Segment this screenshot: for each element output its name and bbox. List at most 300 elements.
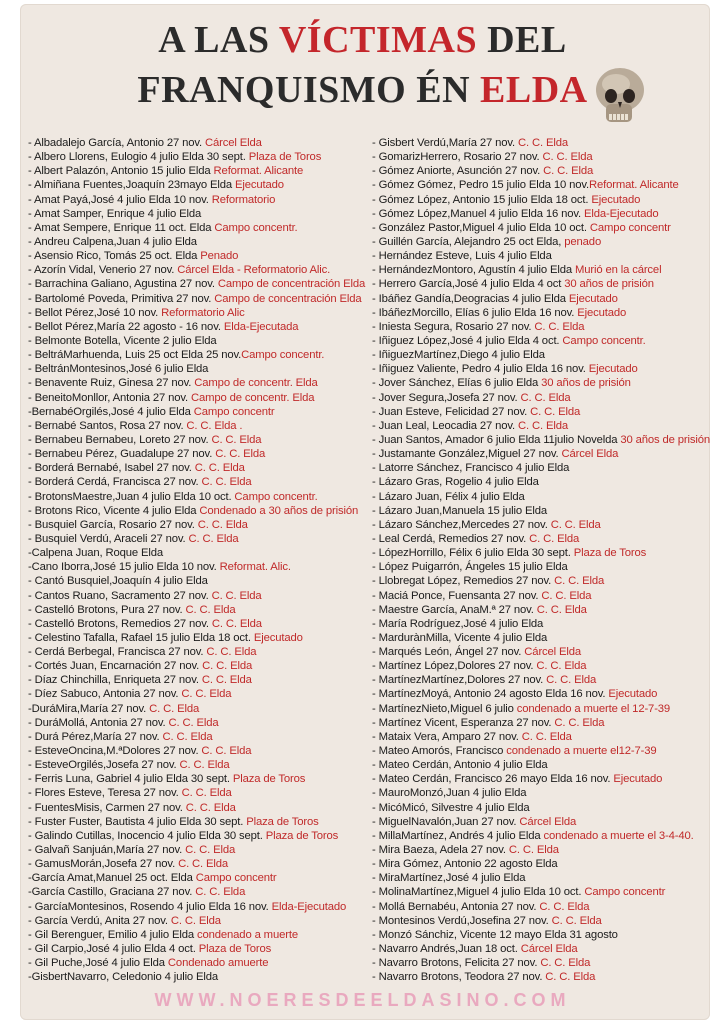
list-item: [372, 730, 710, 744]
victim-details: - MauroMonzó,Juan 4 julio Elda: [372, 787, 527, 800]
victim-fate: C. C. Elda: [536, 603, 587, 616]
victim-details: - González Pastor,Miguel 4 julio Elda 10 oct.: [372, 221, 590, 234]
victim-fate: C. C. Elda: [540, 957, 591, 970]
list-item: [28, 815, 368, 829]
victim-details: - IñiguezMartínez,Diego 4 julio Elda: [372, 349, 545, 362]
list-item: [28, 164, 368, 178]
list-item: [372, 956, 710, 970]
victim-details: - Cantos Ruano, Sacramento 27 nov.: [28, 589, 212, 602]
list-item: [372, 249, 710, 263]
list-item: [372, 617, 710, 631]
victim-fate: Campo concentr: [195, 872, 277, 885]
victim-fate: C. C. Elda: [170, 914, 221, 927]
victim-fate: Ejecutado: [568, 292, 618, 305]
victim-fate: Ejecutado: [253, 631, 303, 644]
victim-fate: penado: [564, 235, 602, 248]
list-item: [372, 362, 710, 376]
victims-list-right: [372, 136, 710, 984]
victim-fate: C. C. Elda: [541, 589, 592, 602]
list-item: [372, 871, 710, 885]
list-item: [372, 150, 710, 164]
victim-details: - Jover Sánchez, Elías 6 julio Elda: [372, 377, 542, 390]
victim-details: - Jover Segura,Josefa 27 nov.: [372, 391, 521, 404]
victim-details: - Lázaro Juan,Manuela 15 julio Elda: [372, 504, 547, 517]
victim-fate: Plaza de Toros: [246, 815, 319, 828]
list-item: [28, 673, 368, 687]
title-highlight: ELDA: [480, 69, 588, 111]
victim-fate: condenado a muerte el 12-7-39: [516, 702, 671, 715]
victim-details: - Galvañ Sanjuán,María 27 nov.: [28, 844, 186, 857]
victim-details: - MartínezMoyá, Antonio 24 agosto Elda 16 nov.: [372, 688, 609, 701]
list-item: [372, 292, 710, 306]
victim-fate: C. C. Elda: [185, 844, 236, 857]
list-item: [28, 306, 368, 320]
victim-details: - Lázaro Sánchez,Mercedes 27 nov.: [372, 518, 551, 531]
victim-details: -García Castillo, Graciana 27 nov.: [28, 886, 196, 899]
list-item: [372, 560, 710, 574]
list-item: [28, 560, 368, 574]
victim-fate: C. C. Elda: [185, 801, 236, 814]
list-item: [372, 178, 710, 192]
victim-fate: C. C. Elda: [168, 716, 219, 729]
list-item: [372, 900, 710, 914]
list-item: [28, 956, 368, 970]
victim-fate: C. C. Elda: [194, 462, 245, 475]
victim-fate: Reformatorio: [211, 193, 276, 206]
victim-fate: Campo de concentración Elda: [214, 292, 362, 305]
list-item: [28, 574, 368, 588]
victim-details: - EsteveOncina,M.ªDolores 27 nov.: [28, 745, 202, 758]
list-item: [28, 235, 368, 249]
list-item: [28, 829, 368, 843]
victim-fate: Campo concentr: [584, 886, 666, 899]
list-item: [372, 659, 710, 673]
list-item: [372, 532, 710, 546]
victim-fate: C. C. Elda: [520, 391, 571, 404]
victim-fate: Condenado amuerte: [167, 957, 269, 970]
victim-fate: C. C. Elda: [211, 433, 262, 446]
list-item: [28, 857, 368, 871]
list-item: [372, 164, 710, 178]
list-item: [28, 631, 368, 645]
list-item: [372, 603, 710, 617]
victim-details: - Latorre Sánchez, Francisco 4 julio Elda: [372, 462, 570, 475]
victim-details: - Bartolomé Poveda, Primitiva 27 nov.: [28, 292, 215, 305]
victim-details: -GisbertNavarro, Celedonio 4 julio Elda: [28, 971, 219, 984]
list-item: [28, 277, 368, 291]
victim-fate: Reformatorio Alic: [161, 306, 245, 319]
list-item: [372, 589, 710, 603]
victim-fate: 30 años de prisión: [620, 433, 710, 446]
victim-fate: C. C. Elda: [215, 448, 266, 461]
list-item: [28, 249, 368, 263]
victim-fate: Campo concentr: [193, 405, 275, 418]
victim-details: - IbáñezMorcillo, Elías 6 julio Elda 16 nov.: [372, 306, 578, 319]
victim-details: - EsteveOrgilés,Josefa 27 nov.: [28, 759, 180, 772]
victim-details: -BernabéOrgilés,José 4 julio Elda: [28, 405, 194, 418]
victim-details: - Lázaro Gras, Rogelio 4 julio Elda: [372, 476, 539, 489]
list-item: [28, 292, 368, 306]
victim-fate: C. C. Elda: [201, 674, 252, 687]
victim-details: - MiguelNavalón,Juan 27 nov.: [372, 815, 520, 828]
victim-details: - MolinaMartínez,Miguel 4 julio Elda 10 oct.: [372, 886, 585, 899]
victim-fate: Plaza de Toros: [573, 547, 647, 560]
victim-details: - GomarizHerrero, Rosario 27 nov.: [372, 151, 543, 164]
victim-fate: C. C. Elda: [181, 688, 232, 701]
list-item: [28, 178, 368, 192]
list-item: [28, 150, 368, 164]
victim-details: - Mollá Bernabéu, Antonia 27 nov.: [372, 900, 540, 913]
list-item: [372, 306, 710, 320]
list-item: [372, 136, 710, 150]
victim-details: - Bernabé Santos, Rosa 27 nov.: [28, 419, 187, 432]
title-highlight: VÍCTIMAS: [278, 19, 478, 61]
list-item: [28, 136, 368, 150]
list-item: [372, 504, 710, 518]
victim-details: - Gil Berenguer, Emilio 4 julio Elda: [28, 928, 198, 941]
victim-details: - Iniesta Segura, Rosario 27 nov.: [372, 320, 535, 333]
list-item: [28, 475, 368, 489]
victim-fate: Reformat. Alicante: [213, 165, 304, 178]
victim-details: - Mateo Cerdán, Francisco 26 mayo Elda 16 nov.: [372, 773, 614, 786]
list-item: [372, 419, 710, 433]
list-item: [372, 843, 710, 857]
victim-details: - Busquiel García, Rosario 27 nov.: [28, 518, 198, 531]
list-item: [372, 574, 710, 588]
victim-details: - Gisbert Verdú,María 27 nov.: [372, 137, 518, 149]
list-item: [372, 263, 710, 277]
victim-details: - Díez Sabuco, Antonia 27 nov.: [28, 688, 182, 701]
website-footer: WWW.NOERESDEELDASINO.COM: [154, 990, 571, 1010]
victim-details: - BeneitoMonllor, Antonia 27 nov.: [28, 391, 191, 404]
victim-details: - Ferris Luna, Gabriel 4 julio Elda 30 sept.: [28, 773, 233, 786]
victim-details: - Gil Carpio,José 4 julio Elda 4 oct.: [28, 943, 199, 956]
victim-details: - Castelló Brotons, Remedios 27 nov.: [28, 617, 212, 630]
list-item: [372, 461, 710, 475]
list-item: [28, 885, 368, 899]
list-item: [28, 772, 368, 786]
victim-fate: C. C. Elda: [211, 589, 262, 602]
victim-details: - Bellot Pérez,José 10 nov.: [28, 306, 162, 319]
victim-fate: C. C. Elda: [202, 660, 253, 673]
victim-fate: Ejecutado: [235, 179, 284, 192]
list-item: [28, 207, 368, 221]
list-item: [28, 928, 368, 942]
victim-fate: Reformat. Alicante: [589, 179, 679, 192]
list-item: [28, 490, 368, 504]
title-part: FRANQUISMO ÉN: [137, 69, 481, 111]
list-item: [28, 843, 368, 857]
list-item: [28, 391, 368, 405]
victim-fate: C. C. Elda: [551, 914, 602, 927]
list-item: [28, 786, 368, 800]
list-item: [372, 758, 710, 772]
victim-details: - Lázaro Juan, Félix 4 julio Elda: [372, 490, 525, 503]
victim-details: - LópezHorrillo, Félix 6 julio Elda 30 sept.: [372, 547, 574, 560]
victim-fate: Reformat. Alic.: [219, 561, 291, 574]
victim-details: - Brotons Rico, Vicente 4 julio Elda: [28, 504, 200, 517]
victim-details: - Asensio Rico, Tomás 25 oct. Elda: [28, 250, 201, 263]
list-item: [372, 885, 710, 899]
victim-details: - Durá Pérez,María 27 nov.: [28, 730, 163, 743]
victim-fate: Ejecutado: [608, 688, 658, 701]
victim-fate: Plaza de Toros: [265, 829, 339, 842]
victim-details: - Cerdá Berbegal, Francisca 27 nov.: [28, 646, 207, 659]
list-item: [28, 419, 368, 433]
victim-details: -Calpena Juan, Roque Elda: [28, 547, 164, 560]
victim-details: - Mira Baeza, Adela 27 nov.: [372, 844, 509, 857]
list-item: [28, 871, 368, 885]
victim-details: - Justamante González,Miguel 27 nov.: [372, 448, 562, 461]
victims-list-left: [28, 136, 368, 984]
list-item: [372, 702, 710, 716]
list-item: [28, 900, 368, 914]
victim-details: - Mateo Cerdán, Antonio 4 julio Elda: [372, 759, 548, 772]
list-item: [28, 348, 368, 362]
victim-details: - Bellot Pérez,María 22 agosto - 16 nov.: [28, 320, 224, 333]
victim-fate: Campo concentr.: [214, 221, 298, 234]
list-item: [372, 490, 710, 504]
victim-fate: Murió en la cárcel: [574, 264, 662, 277]
victim-fate: C. C. Elda: [529, 532, 580, 545]
list-item: [372, 801, 710, 815]
victim-fate: Ejecutado: [588, 363, 638, 376]
victim-details: - Iñiguez López,José 4 julio Elda 4 oct.: [372, 334, 563, 347]
victim-details: - Castelló Brotons, Pura 27 nov.: [28, 603, 186, 616]
victim-details: - Gómez Aniorte, Asunción 27 nov.: [372, 165, 544, 178]
victim-fate: C. C. Elda: [178, 858, 229, 871]
victim-fate: C. C. Elda: [554, 716, 605, 729]
victim-fate: Plaza de Toros: [232, 773, 306, 786]
list-item: [28, 687, 368, 701]
victim-fate: Campo concentr.: [562, 334, 646, 347]
victim-details: - Guillén García, Alejandro 25 oct Elda,: [372, 235, 565, 248]
victim-details: - Herrero García,José 4 julio Elda 4 oct: [372, 278, 565, 291]
list-item: [372, 914, 710, 928]
victim-fate: Condenado a 30 años de prisión: [199, 504, 359, 517]
list-item: [28, 532, 368, 546]
list-item: [28, 221, 368, 235]
list-item: [28, 730, 368, 744]
victim-details: - Iñiguez Valiente, Pedro 4 julio Elda 16 nov.: [372, 363, 589, 376]
victim-fate: condenado a muerte: [197, 928, 298, 941]
title-part: DEL: [477, 19, 567, 61]
victim-details: - FuentesMisis, Carmen 27 nov.: [28, 801, 186, 814]
list-item: [372, 447, 710, 461]
victim-details: - Maestre García, AnaM.ª 27 nov.: [372, 603, 537, 616]
victim-details: - GamusMorán,Josefa 27 nov.: [28, 858, 179, 871]
victim-details: - Albert Palazón, Antonio 15 julio Elda: [28, 165, 214, 178]
victim-fate: Cárcel Elda: [561, 448, 619, 461]
list-item: [372, 391, 710, 405]
victim-details: - Flores Esteve, Teresa 27 nov.: [28, 787, 182, 800]
victim-details: - Belmonte Botella, Vicente 2 julio Elda: [28, 334, 217, 347]
victim-details: - Montesinos Verdú,Josefina 27 nov.: [372, 914, 552, 927]
title-part: A LAS: [158, 19, 279, 61]
list-item: [372, 772, 710, 786]
victim-details: -García Amat,Manuel 25 oct. Elda: [28, 872, 196, 885]
victim-fate: 30 años de prisión: [541, 377, 631, 390]
victim-details: - Gómez López,Manuel 4 julio Elda 16 nov.: [372, 207, 585, 220]
list-item: [372, 928, 710, 942]
victim-details: - Amat Sempere, Enrique 11 oct. Elda: [28, 221, 215, 234]
list-item: [28, 504, 368, 518]
victim-fate: Elda-Ejecutado: [271, 900, 347, 913]
victim-details: - Fuster Fuster, Bautista 4 julio Elda 30 sept.: [28, 815, 247, 828]
victim-details: - Gómez Gómez, Pedro 15 julio Elda 10 nov.: [372, 179, 590, 192]
list-item: [372, 857, 710, 871]
list-item: [28, 801, 368, 815]
victim-details: - Juan Esteve, Felicidad 27 nov.: [372, 405, 531, 418]
victim-fate: C. C. Elda: [550, 518, 601, 531]
list-item: [372, 207, 710, 221]
list-item: [372, 235, 710, 249]
victim-fate: Campo de concentr. Elda: [191, 391, 315, 404]
victim-fate: Cárcel Elda: [524, 646, 582, 659]
victim-details: - Azorín Vidal, Venerio 27 nov.: [28, 264, 178, 277]
list-item: [372, 673, 710, 687]
victim-details: - Cortés Juan, Encarnación 27 nov.: [28, 660, 203, 673]
victim-fate: C. C. Elda: [201, 745, 252, 758]
list-item: [28, 362, 368, 376]
victim-details: - MartínezMartínez,Dolores 27 nov.: [372, 674, 547, 687]
list-item: [372, 970, 710, 984]
victim-fate: Campo de concentr. Elda: [194, 377, 318, 390]
victim-details: - Mateo Amorós, Francisco: [372, 745, 507, 758]
victim-details: - DuráMollá, Antonia 27 nov.: [28, 716, 169, 729]
victim-fate: C. C. Elda: [536, 660, 587, 673]
victim-details: - Galindo Cutillas, Inocencio 4 julio Elda 30 sept.: [28, 829, 266, 842]
victim-details: - Bernabeu Pérez, Guadalupe 27 nov.: [28, 448, 216, 461]
victim-fate: C. C. Elda: [162, 730, 213, 743]
victim-details: - Barrachina Galiano, Agustina 27 nov.: [28, 278, 218, 291]
victim-details: -Cano Iborra,José 15 julio Elda 10 nov.: [28, 561, 220, 574]
victim-details: - MicóMicó, Silvestre 4 julio Elda: [372, 801, 530, 814]
victim-details: - MartínezNieto,Miguel 6 julio: [372, 702, 517, 715]
victim-details: - BrotonsMaestre,Juan 4 julio Elda 10 oct.: [28, 490, 235, 503]
victim-fate: Cárcel Elda - Reformatorio Alic.: [177, 264, 331, 277]
victim-fate: Plaza de Toros: [248, 151, 322, 164]
victim-details: - García Verdú, Anita 27 nov.: [28, 914, 171, 927]
list-item: [28, 193, 368, 207]
list-item: [372, 405, 710, 419]
victim-fate: Elda-Ejecutada: [223, 320, 299, 333]
list-item: [372, 376, 710, 390]
victim-fate: C. C. Elda: [185, 603, 236, 616]
list-item: [28, 589, 368, 603]
victim-fate: Cárcel Elda: [519, 815, 577, 828]
victim-fate: C. C. Elda: [211, 617, 262, 630]
victim-details: - BeltráMarhuenda, Luis 25 oct Elda 25 nov.: [28, 349, 242, 362]
victim-fate: C. C. Elda: [206, 646, 257, 659]
list-item: [28, 659, 368, 673]
victim-details: - Amat Samper, Enrique 4 julio Elda: [28, 207, 202, 220]
victim-fate: C. C. Elda: [508, 844, 559, 857]
victim-details: - Díaz Chinchilla, Enriqueta 27 nov.: [28, 674, 202, 687]
victim-fate: C. C. Elda: [179, 759, 230, 772]
victim-details: - López Puigarrón, Ángeles 15 julio Elda: [372, 561, 568, 574]
victim-fate: C. C. Elda: [195, 886, 246, 899]
victim-details: - María Rodríguez,José 4 julio Elda: [372, 617, 544, 630]
list-item: [28, 263, 368, 277]
list-item: [28, 376, 368, 390]
victim-details: - Busquiel Verdú, Araceli 27 nov.: [28, 532, 189, 545]
victim-details: - Gómez López, Antonio 15 julio Elda 18 oct.: [372, 193, 592, 206]
victim-details: - Amat Payá,José 4 julio Elda 10 nov.: [28, 193, 212, 206]
victim-details: -DuráMira,María 27 nov.: [28, 702, 150, 715]
victim-details: - Hernández Esteve, Luis 4 julio Elda: [372, 250, 552, 263]
list-item: [372, 277, 710, 291]
victim-fate: Cárcel Elda: [205, 137, 262, 149]
victim-details: - Navarro Andrés,Juan 18 oct.: [372, 943, 521, 956]
victim-details: - Borderá Bernabé, Isabel 27 nov.: [28, 462, 195, 475]
victim-fate: C. C. Elda: [530, 405, 581, 418]
victim-details: - MardurànMilla, Vicente 4 julio Elda: [372, 631, 548, 644]
victim-details: - HernándezMontoro, Agustín 4 julio Elda: [372, 264, 575, 277]
victim-fate: condenado a muerte el 3-4-40.: [543, 829, 694, 842]
victim-details: - BeltránMontesinos,José 6 julio Elda: [28, 363, 209, 376]
victim-details: - Llobregat López, Remedios 27 nov.: [372, 575, 555, 588]
list-item: [372, 348, 710, 362]
victim-fate: 30 años de prisión: [564, 278, 654, 291]
victim-details: - Marqués León, Ángel 27 nov.: [372, 646, 525, 659]
victim-details: - Martínez López,Dolores 27 nov.: [372, 660, 537, 673]
victim-fate: C. C. Elda: [521, 730, 572, 743]
victim-details: - Mira Gómez, Antonio 22 agosto Elda: [372, 858, 558, 871]
victim-details: - Celestino Tafalla, Rafael 15 julio Elda 18 oct.: [28, 631, 254, 644]
victim-details: - MiraMartínez,José 4 julio Elda: [372, 872, 526, 885]
list-item: [28, 334, 368, 348]
victim-fate: C. C. Elda: [539, 900, 590, 913]
victim-fate: C. C. Elda: [188, 532, 239, 545]
victim-fate: C. C. Elda: [518, 419, 569, 432]
victim-details: - MillaMartínez, Andrés 4 julio Elda: [372, 829, 544, 842]
victim-fate: Campo concentr.: [241, 349, 325, 362]
list-item: [28, 603, 368, 617]
list-item: [372, 433, 710, 447]
victim-details: - Juan Santos, Amador 6 julio Elda 11julio Novelda: [372, 433, 621, 446]
victim-details: - Leal Cerdá, Remedios 27 nov.: [372, 532, 530, 545]
list-item: [372, 475, 710, 489]
list-item: [372, 193, 710, 207]
victim-fate: Ejecutado: [613, 773, 663, 786]
victim-fate: Plaza de Toros: [198, 943, 272, 956]
list-item: [372, 815, 710, 829]
victim-details: - Bernabeu Bernabeu, Loreto 27 nov.: [28, 433, 212, 446]
list-item: [28, 433, 368, 447]
victim-fate: C. C. Elda: [554, 575, 605, 588]
victim-details: - Gil Puche,José 4 julio Elda: [28, 957, 168, 970]
victim-fate: condenado a muerte el12-7-39: [506, 745, 657, 758]
victim-details: - Monzó Sánchiz, Vicente 12 mayo Elda 31 agosto: [372, 928, 618, 941]
victim-details: - Albadalejo García, Antonio 27 nov.: [28, 137, 205, 149]
victim-fate: Campo concentr.: [234, 490, 318, 503]
list-item: [28, 405, 368, 419]
victim-fate: C. C. Elda: [517, 137, 568, 149]
victim-details: - Navarro Brotons, Felicita 27 nov.: [372, 957, 541, 970]
list-item: [28, 970, 368, 984]
victim-details: - Maciá Ponce, Fuensanta 27 nov.: [372, 589, 542, 602]
victim-fate: Elda-Ejecutado: [584, 207, 659, 220]
list-item: [28, 546, 368, 560]
list-item: [28, 702, 368, 716]
list-item: [28, 942, 368, 956]
victim-fate: Cárcel Elda: [520, 943, 578, 956]
list-item: [372, 631, 710, 645]
list-item: [372, 942, 710, 956]
list-item: [28, 645, 368, 659]
victim-fate: Campo concentr: [589, 221, 671, 234]
